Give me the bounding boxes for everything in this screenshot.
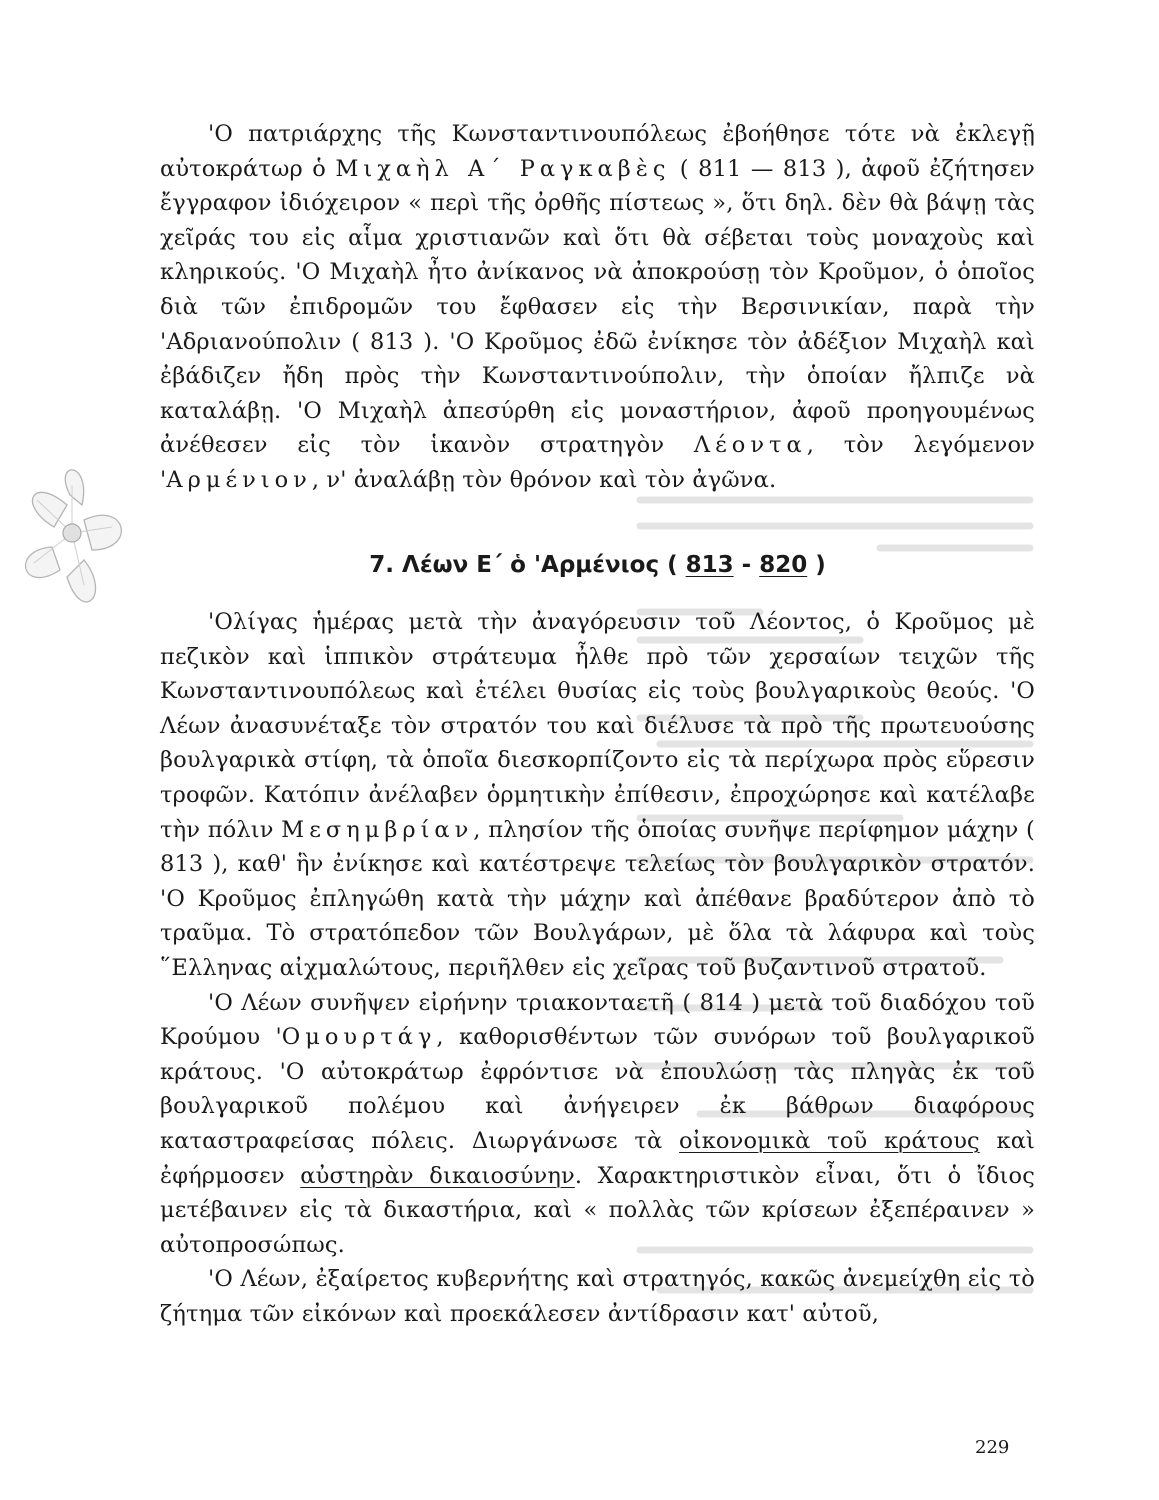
spaced-name: Μιχαὴλ Α΄ Ραγκαβὲς xyxy=(335,155,671,182)
paragraph-text: . Χαρακτηριστικὸν εἶναι, ὅτι ὁ ἴδιος μετέβαινεν εἰς τὰ δικαστήρια, καὶ « πολλὰς τῶν κρίσεων ἐξεπέραινεν » αὐτοπροσώπως. xyxy=(160,1162,1035,1258)
paragraph-text: καὶ ἐφήρμοσεν xyxy=(160,1127,1036,1189)
flower-sketch-icon xyxy=(12,465,132,640)
paragraph-text: ( 811 — 813 ), ἀφοῦ ἐζήτησεν ἔγγραφον ἰδιόχειρον « περὶ τῆς ὀρθῆς πίστεως », ὅτι δηλ. δὲν θὰ βάψῃ τὰς χεῖράς του εἰς αἷμα χριστιανῶν καὶ ὅτι θὰ σέβεται τοὺς μοναχοὺς καὶ κληρικούς. 'Ο Μιχαὴλ ἦτο ἀνίκανος νὰ ἀποκρούσῃ τὸν Κροῦμον, ὁ ὁποῖος διὰ τῶν ἐπιδρομῶν του ἔφθασεν εἰς τὴν Βερσινικίαν, παρὰ τὴν 'Αδριανούπολιν ( 813 ). 'Ο Κροῦμος ἐδῶ ἐνίκησε τὸν ἀδέξιον Μιχαὴλ καὶ ἐβάδιζεν ἤδη πρὸς τὴν Κωνσταντινούπολιν, τὴν ὁποίαν ἤλπιζε νὰ καταλάβῃ. 'Ο Μιχαὴλ ἀπεσύρθη εἰς μοναστήριον, ἀφοῦ προηγουμένως ἀνέθεσεν εἰς τὸν ἱκανὸν στρατηγὸν xyxy=(160,155,1036,459)
year-start: 813 xyxy=(685,552,734,578)
top-paragraphs xyxy=(160,117,1035,498)
spaced-name: Λέοντα xyxy=(693,432,807,459)
heading-close: ) xyxy=(807,552,826,578)
paragraph-text: 'Ο πατριάρχης τῆς Κωνσταντινουπόλεως ἐβοήθησε τότε νὰ ἐκλεγῇ αὐτοκράτωρ ὁ xyxy=(160,121,1035,182)
paragraph-text: 'Ο Λέων, ἐξαίρετος κυβερνήτης καὶ στρατηγός, κακῶς ἀνεμείχθη εἰς τὸ ζήτημα τῶν εἰκόνων καὶ προεκάλεσεν ἀντίδρασιν κατ' αὐτοῦ, xyxy=(160,1266,1035,1327)
paragraph-text: , ν' ἀναλάβῃ τὸν θρόνον καὶ τὸν ἀγῶνα. xyxy=(311,466,777,493)
spaced-name: Μεσημβρίαν xyxy=(281,816,474,843)
paragraph-text: 'Ο Λέων συνῆψεν εἰρήνην τριακονταετῆ ( 814 ) μετὰ τοῦ διαδόχου τοῦ Κρούμου ' xyxy=(160,989,1035,1051)
section-number: 7. xyxy=(369,552,395,578)
spaced-name: Αρμένιον xyxy=(166,466,312,493)
underlined-phrase: αὐστηρὰν δικαιοσύνην xyxy=(300,1162,575,1189)
section-title: Λέων Ε΄ ὁ 'Αρμένιος ( xyxy=(402,552,678,578)
year-dash: - xyxy=(733,552,760,578)
year-end: 820 xyxy=(759,552,808,578)
paragraph-text: , καθορισθέντων τῶν συνόρων τοῦ βουλγαρικοῦ κράτους. 'Ο αὐτοκράτωρ ἐφρόντισε νὰ ἐπουλώσῃ τὰς πληγὰς ἐκ τοῦ βουλγαρικοῦ πολέμου καὶ ἀνήγειρεν ἐκ βάθρων διαφόρους καταστραφείσας πόλεις. Διωργάνωσε τὰ xyxy=(160,1024,1035,1154)
paragraph xyxy=(160,1262,1035,1331)
paragraph xyxy=(160,986,1035,1263)
paragraph xyxy=(160,605,1035,986)
spaced-name: Ομουρτάγ xyxy=(281,1024,437,1051)
paragraph-text: , πλησίον τῆς ὁποίας συνῆψε περίφημον μάχην ( 813 ), καθ' ἣν ἐνίκησε καὶ κατέστρεψε τελείως τὸν βουλγαρικὸν στρατόν. 'Ο Κροῦμος ἐπληγώθη κατὰ τὴν μάχην καὶ ἀπέθανε βραδύτερον ἀπὸ τὸ τραῦμα. Τὸ στρατόπεδον τῶν Βουλγάρων, μὲ ὅλα τὰ λάφυρα καὶ τοὺς ῞Ελληνας αἰχμαλώτους, περιῆλθεν εἰς χεῖρας τοῦ βυζαντινοῦ στρατοῦ. xyxy=(160,816,1035,981)
paragraph-text: 'Ολίγας ἡμέρας μετὰ τὴν ἀναγόρευσιν τοῦ Λέοντος, ὁ Κροῦμος μὲ πεζικὸν καὶ ἱππικὸν στράτευμα ἦλθε πρὸ τῶν χερσαίων τειχῶν τῆς Κωνσταντινουπόλεως καὶ ἐτέλει θυσίας εἰς τοὺς βουλγαρικοὺς θεούς. 'Ο Λέων ἀνασυνέταξε τὸν στρατόν του καὶ διέλυσε τὰ πρὸ τῆς πρωτευούσης βουλγαρικὰ στίφη, τὰ ὁποῖα διεσκορπίζοντο εἰς τὰ περίχωρα πρὸς εὕρεσιν τροφῶν. Κατόπιν ἀνέλαβεν ὁρμητικὴν ἐπίθεσιν, ἐπροχώρησε καὶ κατέλαβε τὴν πόλιν xyxy=(160,609,1035,843)
section-heading xyxy=(160,548,1035,582)
paragraph xyxy=(160,117,1035,498)
underlined-phrase: οἰκονομικὰ τοῦ κράτους xyxy=(679,1127,980,1154)
page-number: 229 xyxy=(975,1437,1010,1458)
paragraph-text: , τὸν λεγόμενον ' xyxy=(160,432,1035,493)
bottom-paragraphs xyxy=(160,605,1035,1331)
